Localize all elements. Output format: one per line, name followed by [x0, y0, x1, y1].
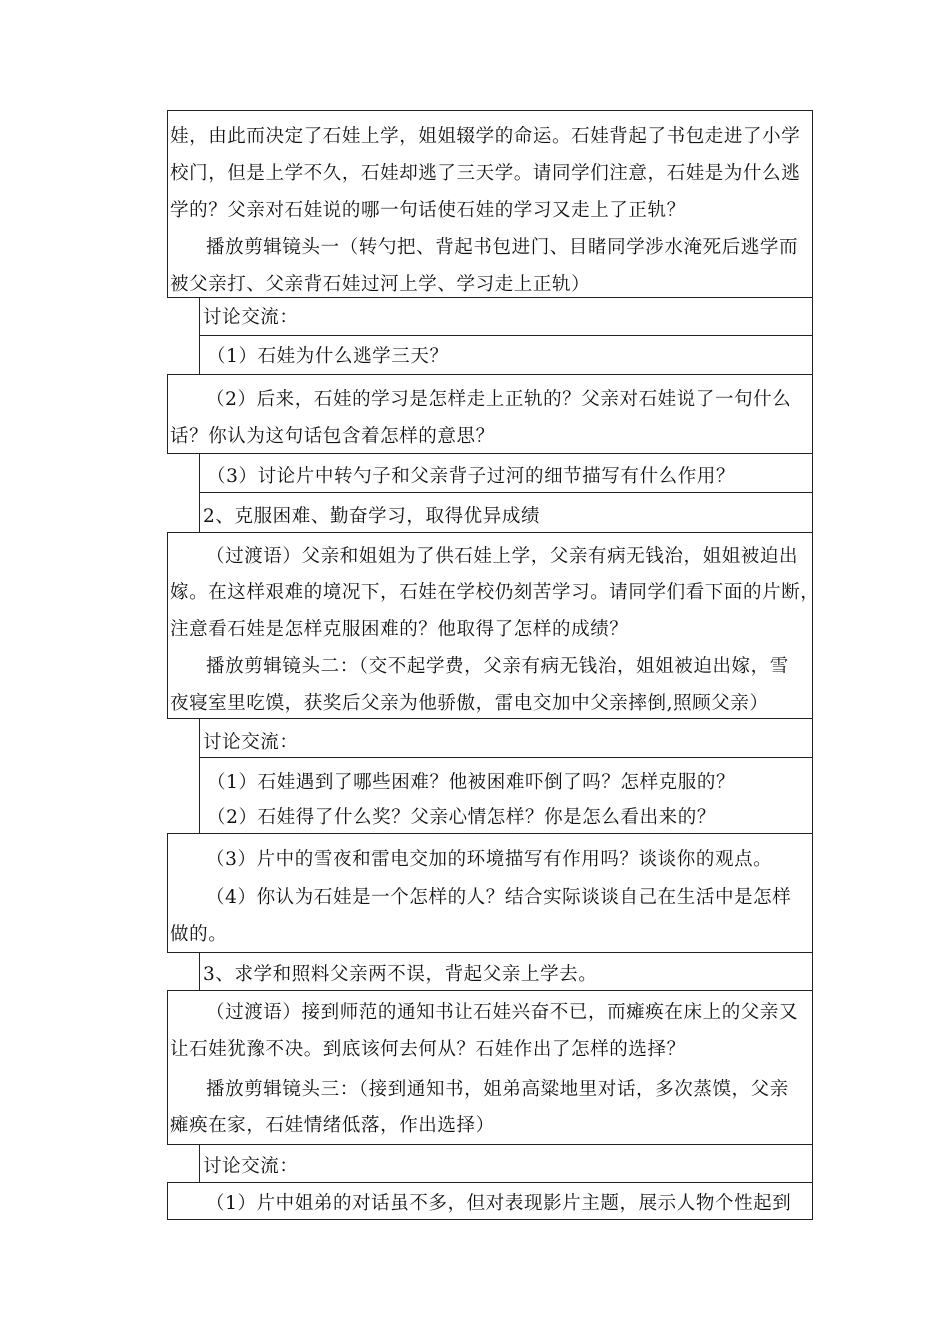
- question-block: [167, 374, 813, 454]
- text-line: （过渡语）接到师范的通知书让石娃兴奋不已，而瘫痪在床上的父亲又: [206, 1002, 799, 1023]
- section-heading-2: [199, 492, 813, 533]
- text-line: 娃，由此而决定了石娃上学，姐姐辍学的命运。石娃背起了书包走进了小学: [170, 126, 801, 147]
- text-block-section-3: [167, 990, 813, 1145]
- text-line: （4）你认为石娃是一个怎样的人？结合实际谈谈自己在生活中是怎样: [206, 887, 792, 908]
- text-line: 3、求学和照料父亲两不误，背起父亲上学去。: [203, 964, 598, 985]
- text-line: （1）片中姐弟的对话虽不多，但对表现影片主题，展示人物个性起到: [206, 1193, 792, 1214]
- text-line: 播放剪辑镜头一（转勺把、背起书包进门、目睹同学涉水淹死后逃学而: [206, 237, 799, 258]
- text-line: 讨论交流：: [203, 732, 299, 753]
- question-block: [199, 335, 813, 375]
- question-block: [167, 833, 813, 953]
- text-line: 让石娃犹豫不决。到底该何去何从？石娃作出了怎样的选择？: [170, 1039, 686, 1060]
- text-line: （1）石娃为什么逃学三天？: [207, 346, 449, 367]
- text-block-section-2: [167, 532, 820, 719]
- text-line: （1）石娃遇到了哪些困难？他被困难吓倒了吗？怎样克服的？: [207, 772, 736, 793]
- text-line: 嫁。在这样艰难的境况下，石娃在学校仍刻苦学习。请同学们看下面的片断，: [170, 582, 820, 603]
- text-line: 讨论交流：: [203, 307, 299, 328]
- text-block-intro: [167, 110, 813, 298]
- text-line: 被父亲打、父亲背石娃过河上学、学习走上正轨）: [170, 274, 591, 295]
- text-line: （3）片中的雪夜和雷电交加的环境描写有作用吗？谈谈你的观点。: [206, 849, 773, 870]
- discussion-heading-3: [199, 1144, 813, 1183]
- text-line: （3）讨论片中转勺子和父亲背子过河的细节描写有什么作用？: [207, 466, 736, 487]
- discussion-heading-2: [199, 718, 813, 758]
- question-block: [167, 1182, 813, 1220]
- question-block: [199, 453, 813, 493]
- text-line: 讨论交流：: [203, 1156, 299, 1177]
- question-block: [199, 757, 813, 834]
- text-line: 做的。: [170, 924, 228, 945]
- text-line: 话？你认为这句话包含着怎样的意思？: [170, 426, 495, 447]
- text-line: 2、克服困难、勤奋学习，取得优异成绩: [203, 506, 541, 527]
- text-line: （过渡语）父亲和姐姐为了供石娃上学，父亲有病无钱治，姐姐被迫出: [206, 546, 799, 567]
- text-line: 播放剪辑镜头三：（接到通知书，姐弟高粱地里对话，多次蒸馍，父亲: [206, 1079, 789, 1100]
- discussion-heading-1: [199, 297, 813, 336]
- text-line: 注意看石娃是怎样克服困难的？他取得了怎样的成绩？: [170, 619, 629, 640]
- section-heading-3: [199, 952, 813, 991]
- text-line: 学的？父亲对石娃说的哪一句话使石娃的学习又走上了正轨？: [170, 200, 686, 221]
- text-line: 夜寝室里吃馍，获奖后父亲为他骄傲，雷电交加中父亲摔倒,照顾父亲）: [170, 693, 769, 714]
- text-line: 瘫痪在家，石娃情绪低落，作出选择）: [170, 1115, 495, 1136]
- text-line: 播放剪辑镜头二：（交不起学费，父亲有病无钱治，姐姐被迫出嫁，雪: [206, 656, 789, 677]
- text-line: 校门，但是上学不久，石娃却逃了三天学。请同学们注意，石娃是为什么逃: [170, 163, 801, 184]
- text-line: （2）后来，石娃的学习是怎样走上正轨的？父亲对石娃说了一句什么: [206, 389, 792, 410]
- text-line: （2）石娃得了什么奖？父亲心情怎样？你是怎么看出来的？: [207, 807, 716, 828]
